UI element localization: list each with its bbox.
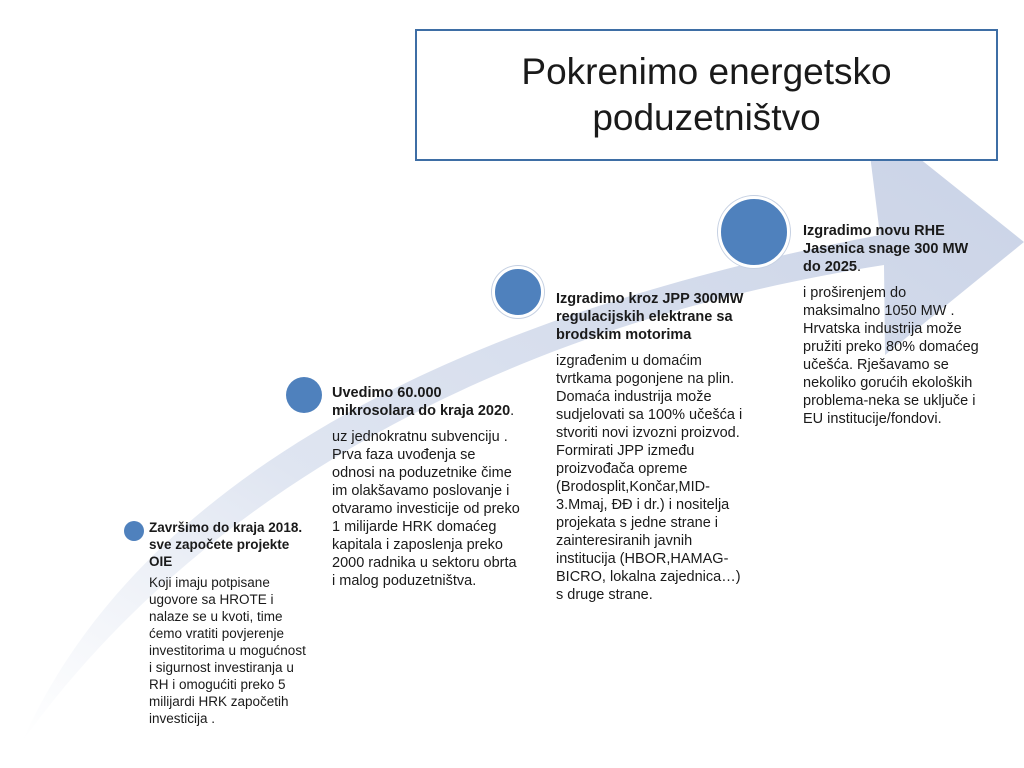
- milestone-1-body: Koji imaju potpisane ugovore sa HROTE i nalaze se u kvoti, time ćemo vratiti povjerenje investitorima u mogućnost i sigurnost investiranja u RH i omogućiti preko 5 milijardi HRK započetih investicija .: [149, 575, 306, 726]
- milestone-2-heading: Uvedimo 60.000 mikrosolara do kraja 2020: [332, 385, 511, 419]
- milestone-1-dot: [124, 521, 144, 541]
- milestone-4-heading-suffix: .: [857, 259, 862, 275]
- milestone-3-dot: [492, 266, 544, 318]
- title-box: [415, 29, 998, 161]
- milestone-1-heading: Završimo do kraja 2018. sve započete projekte OIE: [149, 520, 303, 569]
- milestone-2-body: uz jednokratnu subvenciju . Prva faza uvođenja se odnosi na poduzetnike čime im olakšavamo poslovanje i otvaramo investicije od preko 1 milijarde HRK domaćeg kapitala i zaposlenja preko 2000 radnika u sektoru obrta i malog poduzetništva.: [332, 429, 520, 589]
- milestone-3-body: izgrađenim u domaćim tvrtkama pogonjene na plin. Domaća industrija može sudjelovati sa 100% učešća i stvoriti novi izvozni proizvod. Formirati JPP između proizvođača opreme (Brodosplit,Končar,MID-3.Mmaj, ĐĐ i dr.) i nositelja projekata s jedne strane i zainteresiranih javnih institucija (HBOR,HAMAG-BICRO, lokalna zajednica…) s druge strane.: [556, 353, 743, 603]
- milestone-4-body: i proširenjem do maksimalno 1050 MW . Hrvatska industrija može pružiti preko 80% domaćeg učešća. Rješavamo se nekoliko gorućih ekoloških problema-neka se uključe i EU institucije/fondovi.: [803, 285, 979, 427]
- milestone-2-heading-suffix: .: [510, 403, 515, 419]
- title-line-1: Pokrenimo energetsko: [521, 51, 892, 92]
- milestone-3-heading: Izgradimo kroz JPP 300MW regulacijskih elektrane sa brodskim motorima: [556, 291, 744, 343]
- milestone-1: [149, 519, 309, 727]
- milestone-4-dot: [718, 196, 790, 268]
- milestone-3: [556, 290, 746, 604]
- milestone-2-dot: [286, 377, 322, 413]
- milestone-4-heading: Izgradimo novu RHE Jasenica snage 300 MW do 2025: [803, 223, 969, 275]
- milestone-2: [332, 384, 520, 590]
- title-line-2: poduzetništvo: [592, 97, 821, 138]
- milestone-4: [803, 222, 981, 428]
